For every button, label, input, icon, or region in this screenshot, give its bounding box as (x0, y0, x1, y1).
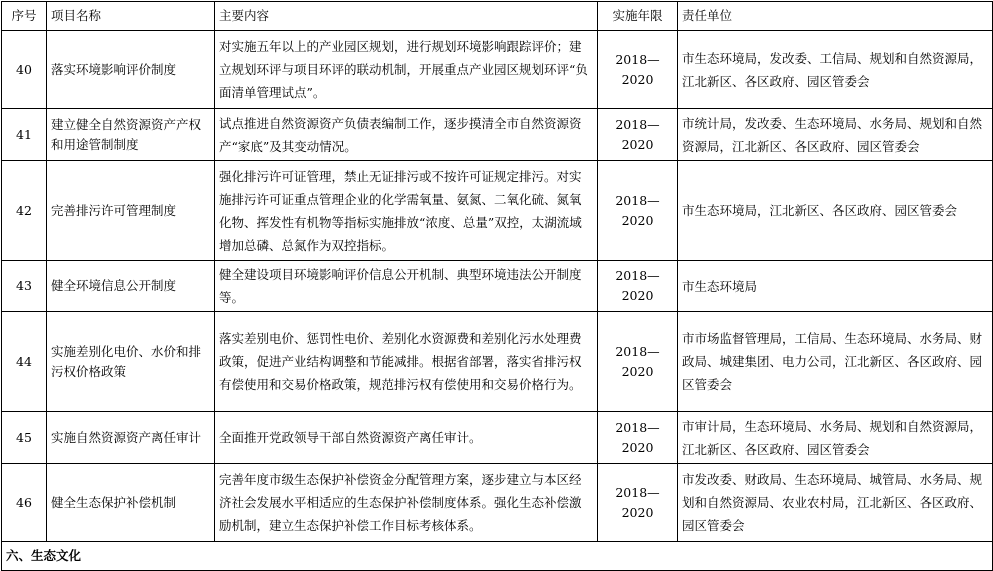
row-name: 完善排污许可管理制度 (47, 161, 215, 261)
header-seq: 序号 (2, 2, 47, 31)
row-content: 强化排污许可证管理，禁止无证排污或不按许可证规定排污。对实施排污许可证重点管理企业的化学需氧量、氨氮、二氧化硫、氮氧化物、挥发性有机物等指标实施排放“浓度、总量”双控，太湖流域增加总磷、总氮作为双控指标。 (215, 161, 598, 261)
row-period: 2018—2020 (598, 109, 678, 161)
row-content: 落实差别电价、惩罚性电价、差别化水资源费和差别化污水处理费政策，促进产业结构调整和节能减排。根据省部署，落实省排污权有偿使用和交易价格政策，规范排污权有偿使用和交易价格行为。 (215, 312, 598, 412)
header-unit: 责任单位 (678, 2, 993, 31)
row-name: 建立健全自然资源资产产权和用途管制制度 (47, 109, 215, 161)
header-period: 实施年限 (598, 2, 678, 31)
row-seq: 44 (2, 312, 47, 412)
row-period: 2018—2020 (598, 161, 678, 261)
row-content: 全面推开党政领导干部自然资源资产离任审计。 (215, 412, 598, 464)
row-period: 2018—2020 (598, 464, 678, 542)
table-row (2, 412, 993, 464)
header-content: 主要内容 (215, 2, 598, 31)
row-period: 2018—2020 (598, 412, 678, 464)
row-seq: 43 (2, 261, 47, 312)
row-name: 健全生态保护补偿机制 (47, 464, 215, 542)
row-seq: 45 (2, 412, 47, 464)
row-period: 2018—2020 (598, 312, 678, 412)
row-content: 试点推进自然资源资产负债表编制工作，逐步摸清全市自然资源资产“家底”及其变动情况。 (215, 109, 598, 161)
table-row (2, 261, 993, 312)
section-title: 六、生态文化 (2, 542, 993, 571)
row-seq: 41 (2, 109, 47, 161)
row-unit: 市生态环境局，江北新区、各区政府、园区管委会 (678, 161, 993, 261)
row-unit: 市市场监督管理局，工信局、生态环境局、水务局、财政局、城建集团、电力公司，江北新区、各区政府、园区管委会 (678, 312, 993, 412)
row-unit: 市生态环境局，发改委、工信局、规划和自然资源局，江北新区、各区政府、园区管委会 (678, 31, 993, 109)
row-period: 2018—2020 (598, 31, 678, 109)
row-unit: 市生态环境局 (678, 261, 993, 312)
row-name: 落实环境影响评价制度 (47, 31, 215, 109)
row-content: 健全建设项目环境影响评价信息公开机制、典型环境违法公开制度等。 (215, 261, 598, 312)
table-row (2, 312, 993, 412)
row-content: 对实施五年以上的产业园区规划，进行规划环境影响跟踪评价；建立规划环评与项目环评的联动机制，开展重点产业园区规划环评“负面清单管理试点”。 (215, 31, 598, 109)
policy-table (1, 1, 993, 571)
table-row (2, 109, 993, 161)
row-unit: 市统计局，发改委、生态环境局、水务局、规划和自然资源局，江北新区、各区政府、园区管委会 (678, 109, 993, 161)
row-name: 实施自然资源资产离任审计 (47, 412, 215, 464)
section-row (2, 542, 993, 571)
row-content: 完善年度市级生态保护补偿资金分配管理方案，逐步建立与本区经济社会发展水平相适应的生态保护补偿制度体系。强化生态补偿激励机制，建立生态保护补偿工作目标考核体系。 (215, 464, 598, 542)
row-unit: 市审计局，生态环境局、水务局、规划和自然资源局，江北新区、各区政府、园区管委会 (678, 412, 993, 464)
row-name: 健全环境信息公开制度 (47, 261, 215, 312)
row-seq: 46 (2, 464, 47, 542)
table-row (2, 464, 993, 542)
table-header-row (2, 2, 993, 31)
table-row (2, 161, 993, 261)
row-name: 实施差别化电价、水价和排污权价格政策 (47, 312, 215, 412)
table-row (2, 31, 993, 109)
row-unit: 市发改委、财政局、生态环境局、城管局、水务局、规划和自然资源局、农业农村局，江北新区、各区政府、园区管委会 (678, 464, 993, 542)
header-name: 项目名称 (47, 2, 215, 31)
row-seq: 42 (2, 161, 47, 261)
row-period: 2018—2020 (598, 261, 678, 312)
row-seq: 40 (2, 31, 47, 109)
